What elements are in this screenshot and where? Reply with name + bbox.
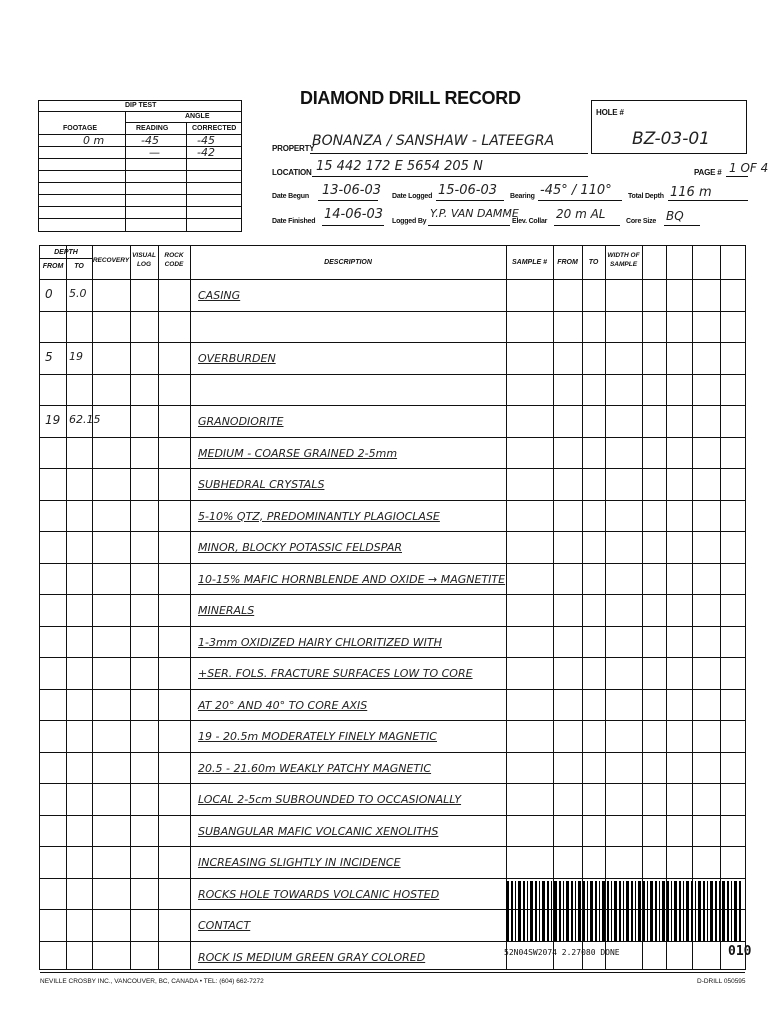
barcode-bar [727, 881, 729, 941]
barcode-bar [595, 881, 597, 941]
barcode-bar [547, 881, 549, 941]
barcode-bar [614, 881, 617, 941]
barcode-bar [707, 881, 708, 941]
barcode [506, 881, 742, 941]
barcode-bar [674, 881, 677, 941]
barcode-bar [643, 881, 645, 941]
barcode-bar [715, 881, 717, 941]
barcode-bar [703, 881, 705, 941]
barcode-bar [583, 881, 585, 941]
barcode-bar [527, 881, 528, 941]
elev-collar-label: Elev. Collar [512, 218, 548, 225]
barcode-bar [683, 881, 684, 941]
barcode-bar [650, 881, 653, 941]
row-description: 1-3mm OXIDIZED HAIRY CHLORITIZED WITH [198, 635, 442, 649]
date-logged-label: Date Logged [392, 193, 433, 200]
row-description: +SER. FOLS. FRACTURE SURFACES LOW TO CORE [198, 667, 473, 680]
barcode-bar [722, 881, 725, 941]
barcode-bar [667, 881, 669, 941]
reading-label: READING [136, 125, 169, 132]
row-description: MINERALS [198, 604, 255, 617]
barcode-bar [647, 881, 648, 941]
logged-by-value: Y.P. VAN DAMME [430, 207, 519, 220]
row-description: AT 20° AND 40° TO CORE AXIS [198, 698, 368, 712]
total-depth-label: Total Depth [628, 193, 664, 200]
row-to: 5.0 [69, 287, 87, 300]
barcode-bar [506, 881, 509, 941]
from-header: FROM [42, 263, 64, 270]
elev-collar-value: 20 m AL [556, 207, 606, 221]
row-description: 19 - 20.5m MODERATELY FINELY MAGNETIC [198, 730, 437, 743]
barcode-bar [686, 881, 689, 941]
row-description: OVERBURDEN [198, 352, 276, 365]
document-title: DIAMOND DRILL RECORD [300, 88, 521, 108]
total-depth-value: 116 m [670, 185, 712, 200]
dip-corrected-1: -45 [197, 134, 215, 147]
dip-test-table [38, 100, 242, 232]
barcode-bar [554, 881, 557, 941]
hole-value: BZ-03-01 [632, 129, 710, 149]
page-label: PAGE # [694, 168, 722, 177]
barcode-bar [671, 881, 672, 941]
barcode-bar [602, 881, 605, 941]
barcode-bar [530, 881, 533, 941]
row-description: LOCAL 2-5cm SUBROUNDED TO OCCASIONALLY [198, 793, 462, 806]
row-description: ROCKS HOLE TOWARDS VOLCANIC HOSTED [198, 887, 440, 901]
core-size-value: BQ [666, 209, 684, 223]
barcode-bar [662, 881, 665, 941]
barcode-bar [539, 881, 540, 941]
hole-box [591, 100, 747, 154]
date-logged-value: 15-06-03 [438, 183, 498, 198]
barcode-bar [659, 881, 660, 941]
sample-header: SAMPLE # [511, 259, 547, 266]
barcode-bar [626, 881, 629, 941]
row-from: 0 [45, 287, 53, 301]
barcode-bar [691, 881, 693, 941]
barcode-bar [511, 881, 513, 941]
barcode-bar [698, 881, 701, 941]
from2-header: FROM [557, 259, 578, 266]
footage-label: FOOTAGE [63, 125, 98, 132]
dip-test-title: DIP TEST [125, 102, 157, 109]
row-description: MEDIUM - COARSE GRAINED 2-5mm [198, 446, 398, 460]
date-finished-label: Date Finished [272, 218, 316, 225]
to2-header: TO [588, 259, 599, 266]
rock-code-header: ROCK CODE [164, 252, 184, 268]
date-begun-label: Date Begun [272, 193, 309, 200]
dip-corrected-2: -42 [197, 146, 215, 159]
row-description: 10-15% MAFIC HORNBLENDE AND OXIDE → MAGNETITE [198, 572, 506, 586]
barcode-bar [623, 881, 624, 941]
row-from: 19 [45, 413, 61, 427]
angle-label: ANGLE [185, 113, 210, 120]
row-description: CONTACT [198, 919, 251, 932]
barcode-bar [535, 881, 537, 941]
visual-log-header: VISUAL LOG [132, 252, 156, 268]
property-value: BONANZA / SANSHAW - LATEEGRA [312, 133, 555, 149]
bearing-value: -45° / 110° [540, 183, 612, 198]
row-from: 5 [45, 350, 53, 364]
recovery-header: RECOVERY [92, 257, 130, 264]
barcode-bar [739, 881, 741, 941]
barcode-bar [710, 881, 713, 941]
location-value: 15 442 172 E 5654 205 N [316, 159, 483, 174]
barcode-bar [679, 881, 681, 941]
barcode-bar [590, 881, 593, 941]
hole-label: HOLE # [596, 108, 624, 117]
barcode-bar [551, 881, 552, 941]
row-description: INCREASING SLIGHTLY IN INCIDENCE [198, 856, 401, 869]
dip-reading-1: -45 [141, 134, 159, 147]
barcode-bar [655, 881, 657, 941]
barcode-bar [607, 881, 609, 941]
barcode-bar [619, 881, 621, 941]
bearing-label: Bearing [510, 193, 535, 200]
row-description: SUBANGULAR MAFIC VOLCANIC XENOLITHS [198, 824, 439, 838]
barcode-bar [611, 881, 612, 941]
row-description: GRANODIORITE [198, 415, 284, 428]
core-size-label: Core Size [626, 218, 657, 225]
barcode-bar [695, 881, 696, 941]
barcode-bar [731, 881, 732, 941]
date-finished-value: 14-06-03 [324, 207, 384, 222]
logged-by-label: Logged By [392, 218, 427, 225]
date-begun-value: 13-06-03 [322, 183, 382, 198]
barcode-bar [542, 881, 545, 941]
barcode-bar [575, 881, 576, 941]
barcode-bar [635, 881, 636, 941]
row-to: 19 [69, 350, 83, 363]
property-label: PROPERTY [272, 144, 315, 153]
barcode-bar [559, 881, 561, 941]
barcode-bar [523, 881, 525, 941]
barcode-bar [734, 881, 737, 941]
footer-left: NEVILLE CROSBY INC., VANCOUVER, BC, CANADA • TEL: (604) 662-7272 [40, 978, 264, 985]
barcode-bar [518, 881, 521, 941]
corrected-label: CORRECTED [192, 125, 237, 132]
barcode-bar [571, 881, 573, 941]
barcode-bar [515, 881, 516, 941]
barcode-bar [578, 881, 581, 941]
location-label: LOCATION [272, 168, 312, 177]
description-header: DESCRIPTION [324, 259, 372, 266]
row-description: CASING [198, 289, 241, 302]
row-description: SUBHEDRAL CRYSTALS [198, 478, 325, 491]
row-description: MINOR, BLOCKY POTASSIC FELDSPAR [198, 541, 402, 554]
row-to: 62.15 [69, 413, 101, 426]
depth-header: DEPTH [54, 249, 78, 256]
row-description: 20.5 - 21.60m WEAKLY PATCHY MAGNETIC [198, 761, 432, 775]
to-header: TO [74, 263, 84, 270]
barcode-bar [638, 881, 641, 941]
barcode-bar [587, 881, 588, 941]
barcode-number: 010 [728, 944, 752, 959]
barcode-bar [566, 881, 569, 941]
barcode-bar [719, 881, 720, 941]
barcode-text: 52N04SW2074 2.27080 DONE [504, 948, 620, 957]
footer-right: D-DRILL 050595 [697, 978, 746, 985]
barcode-bar [631, 881, 633, 941]
row-description: 5-10% QTZ, PREDOMINANTLY PLAGIOCLASE [198, 509, 440, 523]
drill-log-table [39, 245, 746, 970]
width-header: WIDTH OF SAMPLE [607, 252, 640, 268]
dip-footage-1: 0 m [83, 134, 105, 147]
page-value: 1 OF 4 [729, 161, 769, 175]
dip-reading-2-dash: — [149, 146, 160, 159]
barcode-bar [599, 881, 600, 941]
row-description: ROCK IS MEDIUM GREEN GRAY COLORED [198, 950, 426, 964]
barcode-bar [563, 881, 564, 941]
